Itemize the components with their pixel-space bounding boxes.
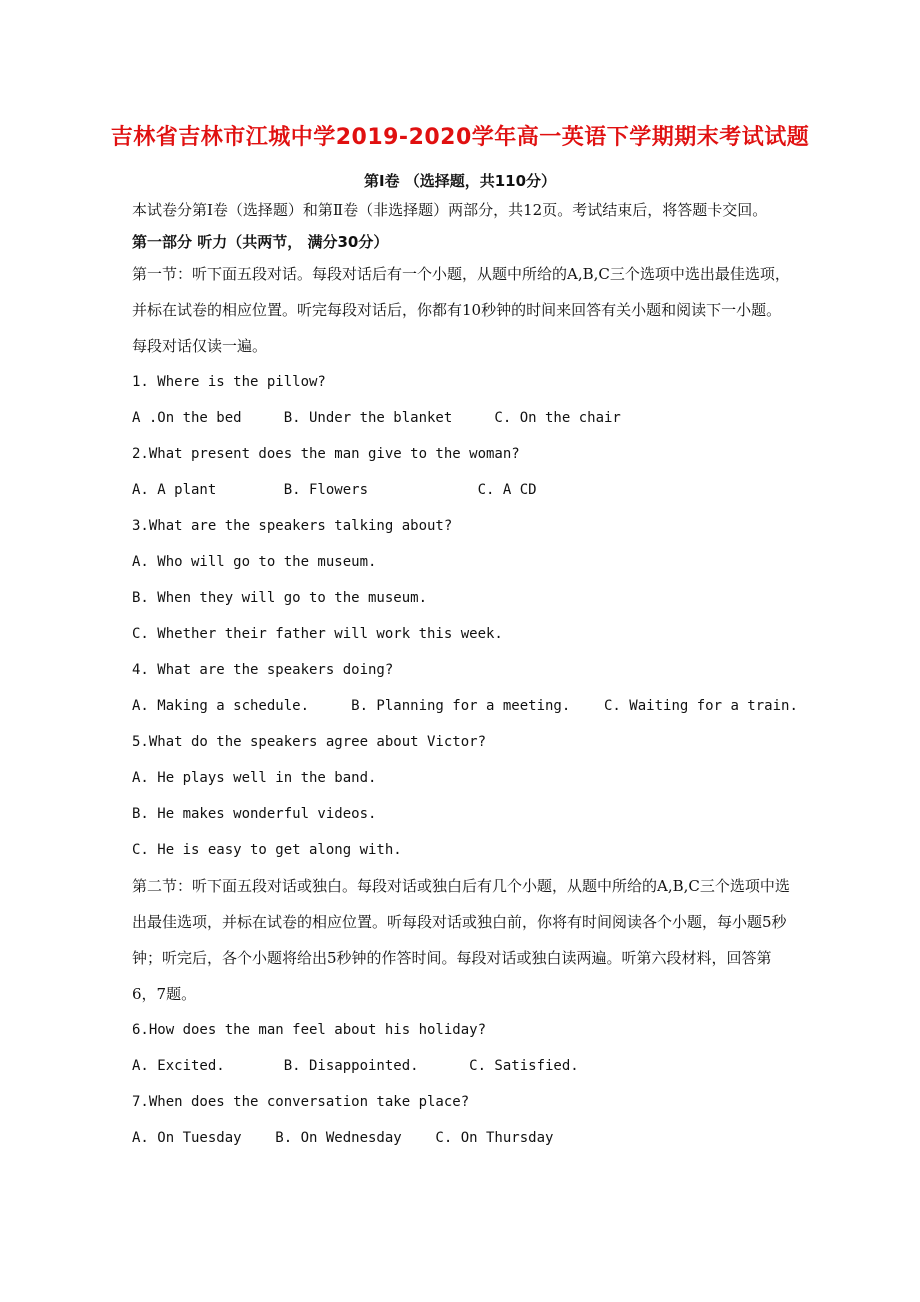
volume-subtitle: 第Ⅰ卷 （选择题，共110分）	[363, 172, 557, 190]
question-7-options: A. On Tuesday B. On Wednesday C. On Thursday	[132, 1130, 554, 1146]
exam-body	[132, 198, 798, 1156]
question-4: 4. What are the speakers doing?	[132, 662, 394, 678]
question-1: 1. Where is the pillow?	[132, 374, 326, 390]
question-3: 3.What are the speakers talking about?	[132, 518, 453, 534]
question-6: 6.How does the man feel about his holiday?	[132, 1022, 487, 1038]
question-5: 5.What do the speakers agree about Victor?	[132, 734, 487, 750]
exam-title: 吉林省吉林市江城中学2019-2020学年高一英语下学期期末考试试题	[110, 125, 810, 150]
question-4-options: A. Making a schedule. B. Planning for a meeting. C. Waiting for a train.	[132, 698, 798, 714]
question-1-options: A .On the bed B. Under the blanket C. On the chair	[132, 410, 621, 426]
question-5-option-c: C. He is easy to get along with.	[132, 842, 402, 858]
question-2-options: A. A plant B. Flowers C. A CD	[132, 482, 537, 498]
section1-instructions: 第一节：听下面五段对话。每段对话后有一个小题，从题中所给的A,B,C三个选项中选出最佳选项，并标在试卷的相应位置。听完每段对话后，你都有10秒钟的时间来回答有关小题和阅读下一小题。每段对话仅读一遍。	[132, 265, 790, 355]
question-5-option-a: A. He plays well in the band.	[132, 770, 377, 786]
question-2: 2.What present does the man give to the woman?	[132, 446, 520, 462]
question-3-option-b: B. When they will go to the museum.	[132, 590, 428, 606]
question-3-option-c: C. Whether their father will work this week.	[132, 626, 503, 642]
question-6-options: A. Excited. B. Disappointed. C. Satisfied.	[132, 1058, 579, 1074]
part1-heading: 第一部分 听力（共两节， 满分30分）	[132, 233, 389, 251]
question-7: 7.When does the conversation take place?	[132, 1094, 470, 1110]
question-3-option-a: A. Who will go to the museum.	[132, 554, 377, 570]
question-5-option-b: B. He makes wonderful videos.	[132, 806, 377, 822]
section2-instructions: 第二节：听下面五段对话或独白。每段对话或独白后有几个小题，从题中所给的A,B,C三个选项中选出最佳选项，并标在试卷的相应位置。听每段对话或独白前，你将有时间阅读各个小题，每小题5秒钟；听完后，各个小题将给出5秒钟的作答时间。每段对话或独白读两遍。听第六段材料，回答第6，7题。	[132, 877, 790, 1003]
intro-paragraph: 本试卷分第Ⅰ卷（选择题）和第Ⅱ卷（非选择题）两部分，共12页。考试结束后，将答题卡交回。	[132, 201, 768, 219]
